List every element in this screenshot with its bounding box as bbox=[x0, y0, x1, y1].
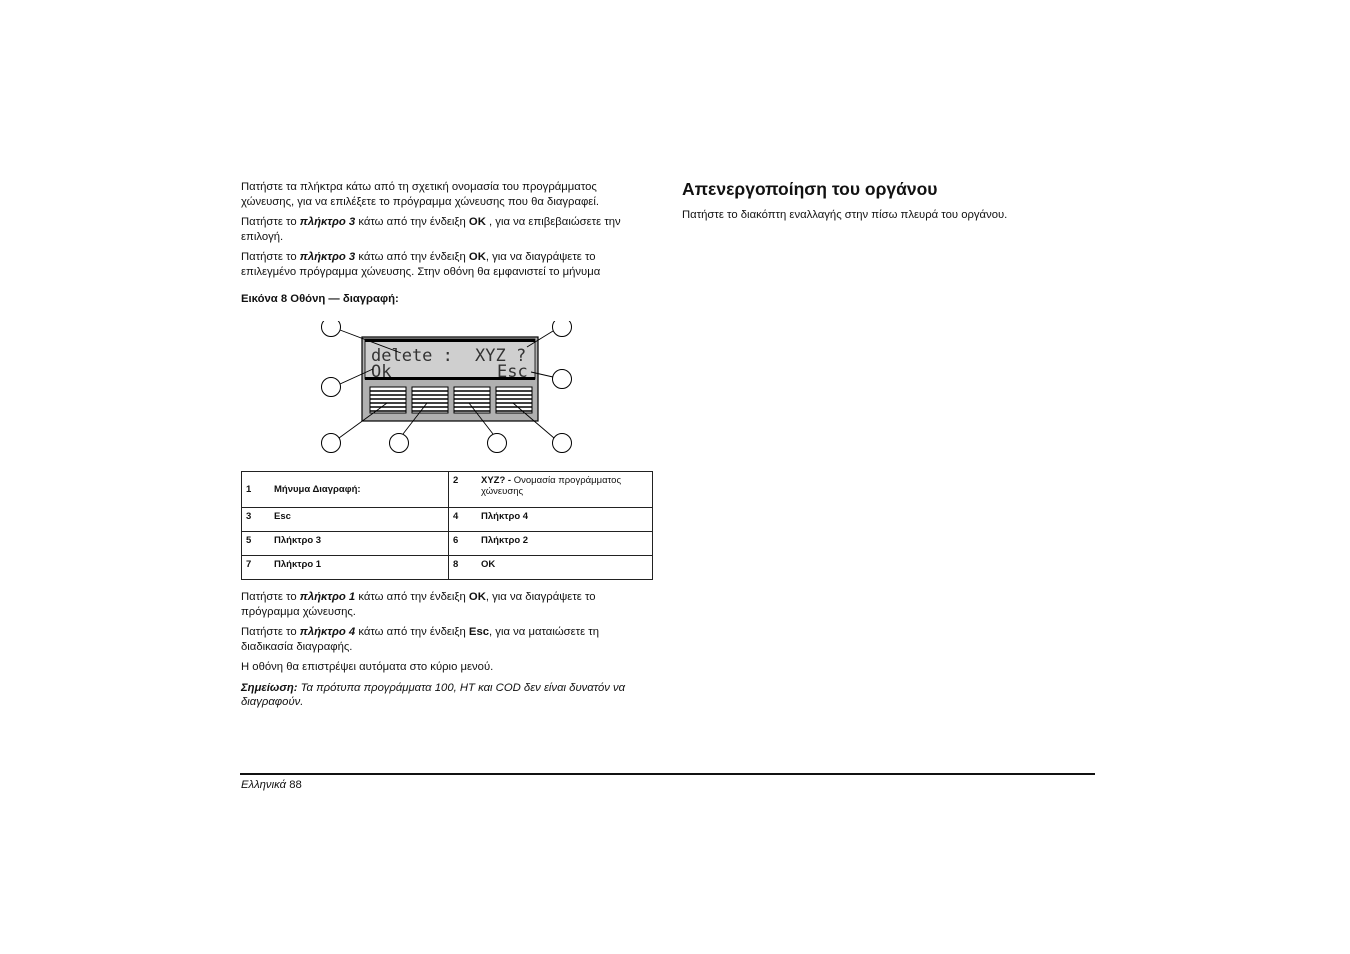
legend-label: Πλήκτρο 3 bbox=[270, 532, 449, 556]
instruction-delete: Πατήστε το πλήκτρο 3 κάτω από την ένδειξη OK, για να διαγράψετε το επιλεγμένο πρόγραμμα χώνευσης. Στην οθόνη θα εμφανιστεί το μήνυμα bbox=[241, 251, 601, 278]
legend-label: Esc bbox=[270, 508, 449, 532]
callout-6 bbox=[390, 434, 409, 453]
instruction-key4-cancel: Πατήστε το πλήκτρο 4 κάτω από την ένδειξη Esc, για να ματαιώσετε τη διαδικασία διαγραφής. bbox=[241, 626, 600, 653]
page-footer: Ελληνικά 88 bbox=[241, 779, 302, 791]
lcd-esc-text: Esc bbox=[497, 362, 528, 382]
display-illustration bbox=[241, 321, 653, 471]
left-column bbox=[241, 180, 653, 716]
lcd-ok-text: Ok bbox=[371, 362, 392, 382]
table-row bbox=[242, 508, 653, 532]
lcd-xyz-text: XYZ ? bbox=[475, 346, 527, 366]
callout-3 bbox=[553, 370, 572, 389]
instruction-confirm: Πατήστε το πλήκτρο 3 κάτω από την ένδειξη OK , για να επιβεβαιώσετε την επιλογή. bbox=[241, 216, 621, 243]
callout-2 bbox=[553, 321, 572, 337]
figure-caption: Εικόνα 8 Οθόνη — διαγραφή: bbox=[241, 293, 399, 305]
legend-number: 4 bbox=[449, 508, 478, 532]
legend-label: XYZ? - Ονομασία προγράμματος χώνευσης bbox=[477, 472, 653, 508]
callout-1 bbox=[322, 321, 341, 337]
table-row bbox=[242, 556, 653, 580]
key-3[interactable] bbox=[454, 387, 490, 413]
callout-7 bbox=[322, 434, 341, 453]
callout-4 bbox=[553, 434, 572, 453]
right-column bbox=[682, 178, 1102, 229]
figure-legend-table bbox=[241, 471, 653, 580]
callout-5 bbox=[488, 434, 507, 453]
legend-number: 8 bbox=[449, 556, 478, 580]
legend-label: OK bbox=[477, 556, 653, 580]
footer-rule bbox=[240, 773, 1095, 775]
callout-8 bbox=[322, 378, 341, 397]
table-row bbox=[242, 472, 653, 508]
legend-label: Πλήκτρο 2 bbox=[477, 532, 653, 556]
key-4[interactable] bbox=[496, 387, 532, 413]
instruction-return: Η οθόνη θα επιστρέψει αυτόματα στο κύριο μενού. bbox=[241, 661, 494, 673]
shutdown-instruction: Πατήστε το διακόπτη εναλλαγής στην πίσω πλευρά του οργάνου. bbox=[682, 209, 1008, 221]
note: Σημείωση: Τα πρότυπα προγράμματα 100, HT και COD δεν είναι δυνατόν να διαγραφούν. bbox=[241, 681, 626, 708]
display-figure bbox=[241, 321, 653, 471]
legend-number: 2 bbox=[449, 472, 478, 508]
legend-number: 3 bbox=[242, 508, 271, 532]
legend-number: 7 bbox=[242, 556, 271, 580]
section-heading: Απενεργοποίηση του οργάνου bbox=[682, 179, 938, 199]
instruction-key1-delete: Πατήστε το πλήκτρο 1 κάτω από την ένδειξη OK, για να διαγράψετε το πρόγραμμα χώνευσης. bbox=[241, 591, 596, 618]
table-row bbox=[242, 532, 653, 556]
legend-label: Πλήκτρο 4 bbox=[477, 508, 653, 532]
legend-label: Μήνυμα Διαγραφή: bbox=[270, 472, 449, 508]
legend-number: 6 bbox=[449, 532, 478, 556]
legend-number: 5 bbox=[242, 532, 271, 556]
instruction-select: Πατήστε τα πλήκτρα κάτω από τη σχετική ονομασία του προγράμματος χώνευσης, για να επιλέξετε το πρόγραμμα χώνευσης που θα διαγραφεί. bbox=[241, 181, 599, 208]
lcd-delete-text: delete : bbox=[371, 346, 453, 366]
key-1[interactable] bbox=[370, 387, 406, 413]
legend-number: 1 bbox=[242, 472, 271, 508]
key-2[interactable] bbox=[412, 387, 448, 413]
legend-label: Πλήκτρο 1 bbox=[270, 556, 449, 580]
